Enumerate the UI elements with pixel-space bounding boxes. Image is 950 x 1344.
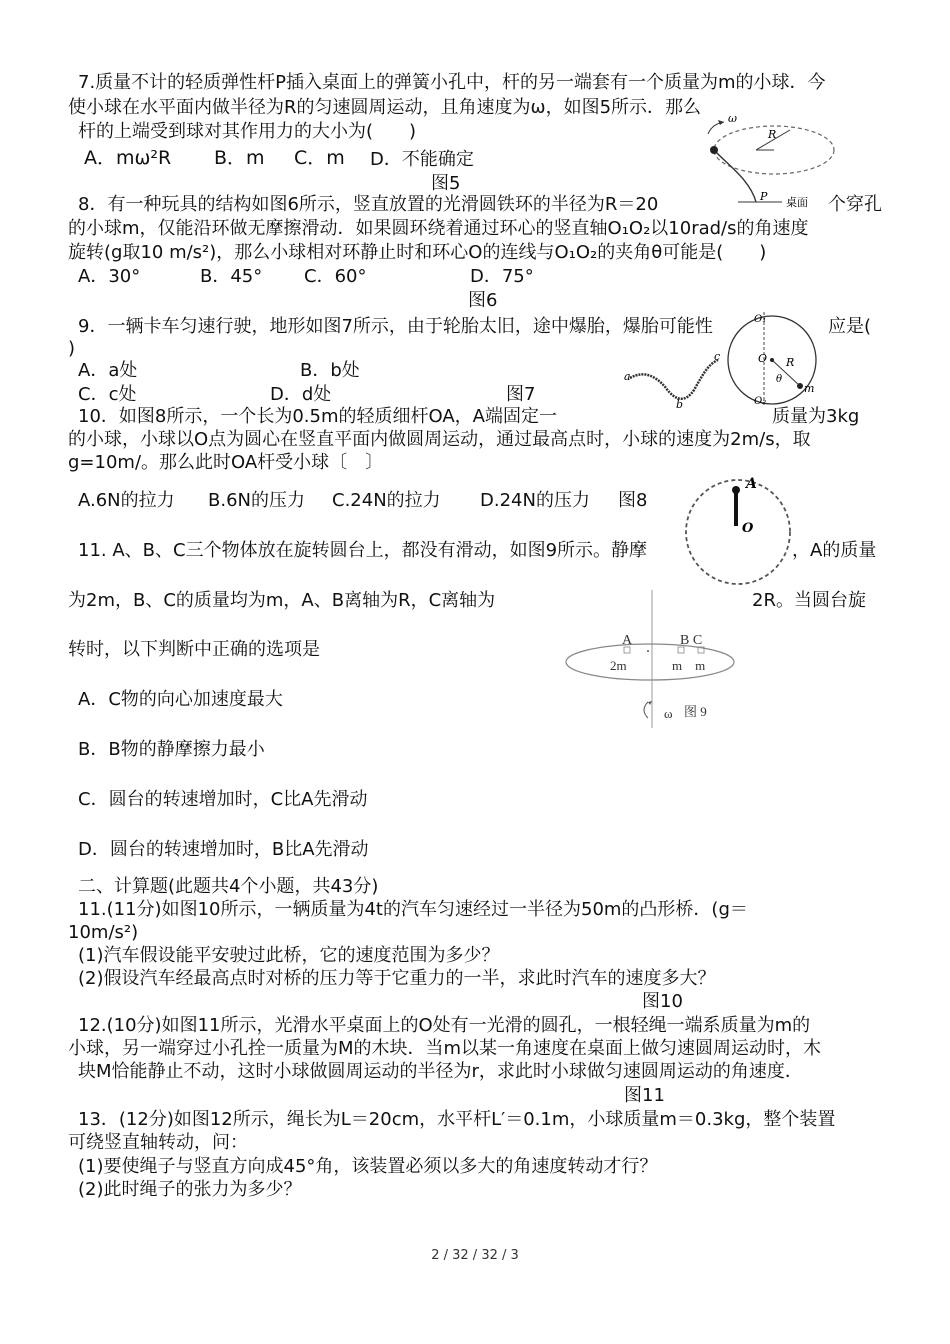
p11-line1: 11.(11分)如图10所示，一辆质量为4t的汽车匀速经过一半径为50m的凸形桥．(g＝: [78, 899, 748, 920]
p11-line2: 10m/s²): [68, 922, 139, 943]
q11-option-d: D．圆台的转速增加时，B比A先滑动: [78, 839, 369, 860]
q11-line2: 为2m，B、C的质量均为m，A、B离轴为R，C离轴为: [68, 590, 496, 611]
q10-option-a: A.6N的拉力: [78, 490, 175, 511]
p13-line2: 可绕竖直轴转动，问：: [68, 1132, 248, 1153]
figure-7: [620, 350, 724, 410]
figure-8: [680, 474, 800, 586]
q7-option-c: C．m: [294, 147, 345, 169]
q7-option-a: A．mω²R: [84, 147, 172, 169]
q8-option-d: D．75°: [470, 266, 534, 287]
q7-line1: 7.质量不计的轻质弹性杆P插入桌面上的弹簧小孔中，杆的另一端套有一个质量为m的小球．今: [78, 72, 826, 93]
page-footer: 2 / 32 / 32 / 3: [431, 1248, 519, 1263]
fig9-a: A: [622, 633, 633, 648]
q10-option-b: B.6N的压力: [208, 490, 305, 511]
q8-line3: 旋转(g取10 m/s²)，那么小球相对环静止时和环心O的连线与O₁O₂的夹角θ可能是( ): [68, 242, 767, 263]
p12-line1: 12.(10分)如图11所示，光滑水平桌面上的O处有一光滑的圆孔，一根轻绳一端系质量为m的: [78, 1015, 811, 1036]
q8-option-c: C．60°: [304, 266, 367, 287]
q7-option-d: D．不能确定: [370, 149, 474, 170]
q10-option-d: D.24N的压力: [480, 490, 590, 511]
q8-line1: 8．有一种玩具的结构如图6所示，竖直放置的光滑圆铁环的半径为R＝20: [78, 194, 659, 215]
p12-line3: 块M恰能静止不动，这时小球做圆周运动的半径为r，求此时小球做匀速圆周运动的角速度．: [78, 1061, 803, 1082]
q11-option-b: B．B物的静摩擦力最小: [78, 739, 265, 760]
q8-figure-label: 图6: [468, 290, 498, 311]
q9-line2: ): [68, 338, 76, 359]
p13-line1: 13．(12分)如图12所示，绳长为L＝20cm，水平杆L′＝0.1m，小球质量m＝0.3kg，整个装置: [78, 1109, 836, 1130]
fig7-a: a: [624, 370, 631, 383]
q9-figure-label: 图7: [506, 384, 536, 405]
q10-option-c: C.24N的拉力: [332, 490, 441, 511]
fig6-o2: O₂: [754, 396, 767, 407]
q7-option-b: B．m: [214, 147, 265, 169]
p13-q2: (2)此时绳子的张力为多少？: [78, 1179, 302, 1200]
q11-option-a: A．C物的向心加速度最大: [78, 689, 283, 710]
figure-5: [698, 110, 838, 218]
q9-line1: 9．一辆卡车匀速行驶，地形如图7所示，由于轮胎太旧，途中爆胎，爆胎可能性: [78, 316, 713, 337]
q11-line1: 11. A、B、C三个物体放在旋转圆台上，都没有滑动，如图9所示。静摩: [78, 540, 648, 561]
fig9-label: 图 9: [684, 704, 707, 719]
fig5-r: R: [768, 128, 777, 141]
p11-figure-label: 图10: [642, 991, 683, 1012]
fig6-o1: O₁: [754, 314, 767, 325]
q9-option-d: D．d处: [270, 384, 332, 405]
q11-line3: 转时，以下判断中正确的选项是: [68, 639, 320, 660]
figure-9: [560, 590, 750, 730]
q9-option-c: C．c处: [78, 384, 137, 405]
q8-option-b: B．45°: [200, 266, 263, 287]
fig6-m: m: [804, 382, 815, 395]
fig6-r: R: [786, 356, 795, 369]
figure-6: [720, 310, 828, 410]
q7-figure-label: 图5: [431, 173, 461, 194]
q11-option-c: C．圆台的转速增加时，C比A先滑动: [78, 789, 368, 810]
section2-header: 二、计算题(此题共4个小题，共43分): [78, 876, 379, 897]
fig6-theta: θ: [776, 374, 783, 385]
p11-q2: (2)假设汽车经最高点时对桥的压力等于它重力的一半，求此时汽车的速度多大？: [78, 968, 716, 989]
fig6-o: O: [758, 352, 768, 365]
q10-line1-end: 质量为3kg: [772, 406, 860, 427]
q9-option-a: A．a处: [78, 360, 138, 381]
q7-line3: 杆的上端受到球对其作用力的大小为( ): [78, 121, 417, 142]
q10-figure-label: 图8: [618, 490, 648, 511]
p13-q1: (1)要使绳子与竖直方向成45°角，该装置必须以多大的角速度转动才行？: [78, 1156, 658, 1177]
p12-line2: 小球，另一端穿过小孔拴一质量为M的木块．当m以某一角速度在桌面上做匀速圆周运动时，木: [68, 1038, 822, 1059]
p12-figure-label: 图11: [624, 1085, 665, 1106]
fig5-omega: ω: [728, 112, 737, 125]
fig7-b: b: [676, 398, 684, 410]
fig8-o: O: [742, 521, 754, 536]
q9-option-b: B．b处: [300, 360, 360, 381]
fig5-p: P: [760, 190, 768, 203]
q8-line1-end: 个穿孔: [828, 194, 882, 215]
q7-line2: 使小球在水平面内做半径为R的匀速圆周运动，且角速度为ω，如图5所示．那么: [68, 97, 702, 118]
q10-line2: 的小球，小球以O点为圆心在竖直平面内做圆周运动，通过最高点时，小球的速度为2m/s，取: [68, 429, 811, 450]
q10-line1: 10．如图8所示，一个长为0.5m的轻质细杆OA，A端固定一: [78, 406, 557, 427]
q9-line1-end: 应是(: [828, 316, 872, 337]
fig9-mm: m m: [672, 658, 706, 673]
fig5-desk: 桌面: [786, 196, 808, 209]
q11-line1-end: ，A的质量: [792, 540, 877, 561]
p11-q1: (1)汽车假设能平安驶过此桥，它的速度范围为多少？: [78, 945, 500, 966]
fig7-c: c: [714, 350, 721, 363]
fig8-a: A: [746, 476, 757, 492]
fig9-2m: 2m: [610, 658, 627, 673]
fig9-omega: ω: [664, 706, 673, 721]
q8-line2: 的小球m，仅能沿环做无摩擦滑动．如果圆环绕着通过环心的竖直轴O₁O₂以10rad/s的角速度: [68, 218, 809, 239]
q8-option-a: A．30°: [78, 266, 141, 287]
q10-line3: g=10m/。那么此时OA杆受小球〔 〕: [68, 452, 384, 473]
q11-line2-end: 2R。当圆台旋: [752, 590, 866, 611]
fig9-bc: B C: [680, 633, 703, 648]
